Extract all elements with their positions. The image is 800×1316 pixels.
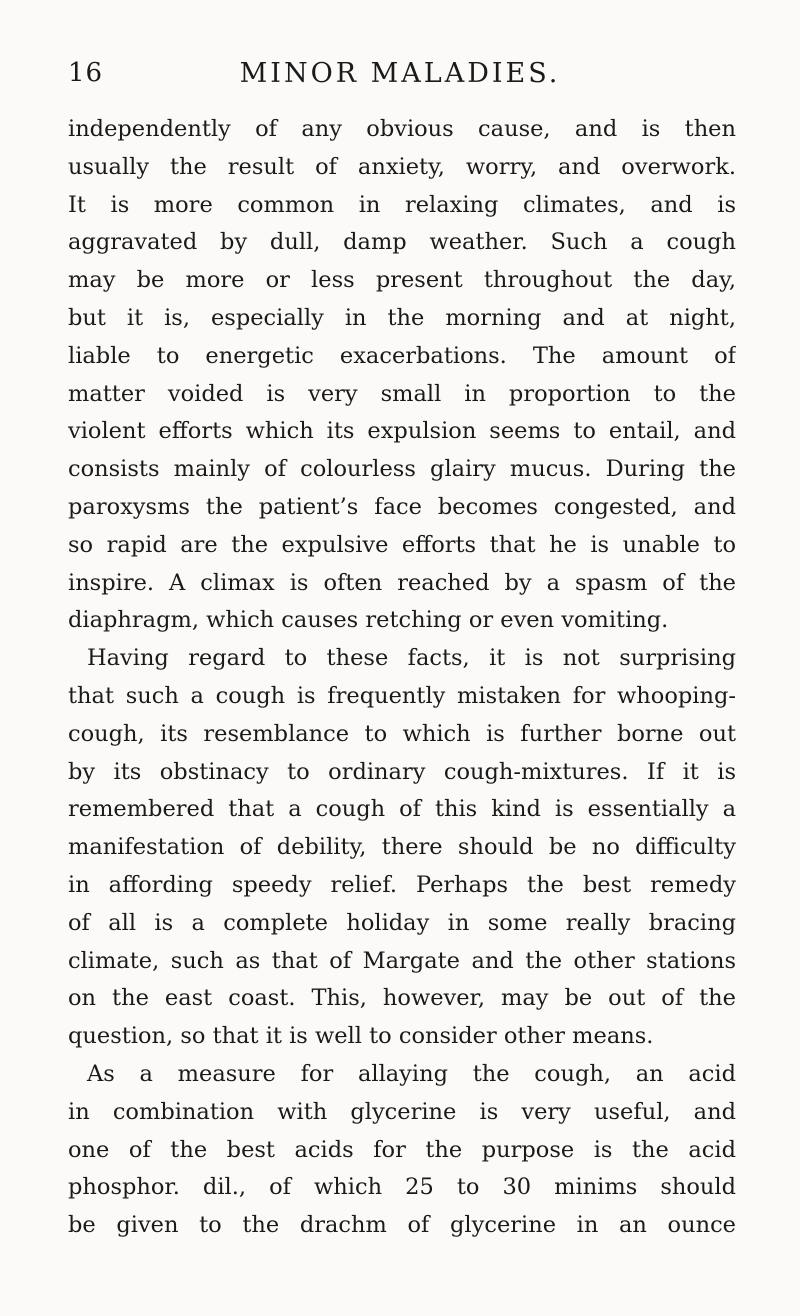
text-line: one of the best acids for the purpose is the acid [68, 1136, 736, 1163]
running-title: MINOR MALADIES. [239, 58, 561, 89]
text-line: inspire. A climax is often reached by a spasm of the [68, 569, 736, 596]
text-line: that such a cough is frequently mistaken for whooping- [68, 682, 736, 709]
paragraph-first-line: As a measure for allaying the cough, an acid [87, 1060, 736, 1087]
text-line: aggravated by dull, damp weather. Such a cough [68, 229, 736, 256]
text-line: by its obstinacy to ordinary cough-mixtures. If it is [68, 758, 736, 785]
text-line: climate, such as that of Margate and the other stations [68, 947, 736, 974]
text-line: in affording speedy relief. Perhaps the best remedy [68, 871, 736, 898]
text-line: on the east coast. This, however, may be out of the [68, 985, 736, 1012]
text-line: independently of any obvious cause, and is then [68, 116, 736, 142]
text-line: phosphor. dil., of which 25 to 30 minims should [68, 1174, 736, 1201]
text-line: in combination with glycerine is very useful, and [68, 1098, 736, 1125]
text-line: remembered that a cough of this kind is essentially a [68, 796, 736, 823]
text-line: violent efforts which its expulsion seems to entail, and [68, 418, 736, 445]
text-line: so rapid are the expulsive efforts that he is unable to [68, 531, 736, 558]
paragraph-first-line: Having regard to these facts, it is not surprising [87, 645, 736, 672]
text-line: cough, its resemblance to which is further borne out [68, 720, 736, 747]
text-line: may be more or less present throughout the day, [68, 267, 736, 294]
text-line: be given to the drachm of glycerine in an ounce [68, 1212, 736, 1239]
text-line: question, so that it is well to consider other means. [68, 1023, 654, 1050]
text-line: paroxysms the patient’s face becomes congested, and [68, 493, 736, 520]
body-text [68, 111, 736, 1245]
text-line: of all is a complete holiday in some really bracing [68, 909, 736, 936]
text-line: matter voided is very small in proportion to the [68, 380, 736, 407]
text-line: but it is, especially in the morning and at night, [68, 304, 736, 331]
text-line: usually the result of anxiety, worry, and overwork. [68, 153, 736, 180]
text-line: liable to energetic exacerbations. The amount of [68, 342, 736, 369]
text-line: It is more common in relaxing climates, and is [68, 191, 736, 218]
text-line: diaphragm, which causes retching or even vomiting. [68, 607, 669, 634]
page-number: 16 [68, 58, 104, 88]
text-line: consists mainly of colourless glairy mucus. During the [68, 456, 736, 483]
page-header [0, 58, 800, 98]
text-line: manifestation of debility, there should be no difficulty [68, 834, 736, 861]
